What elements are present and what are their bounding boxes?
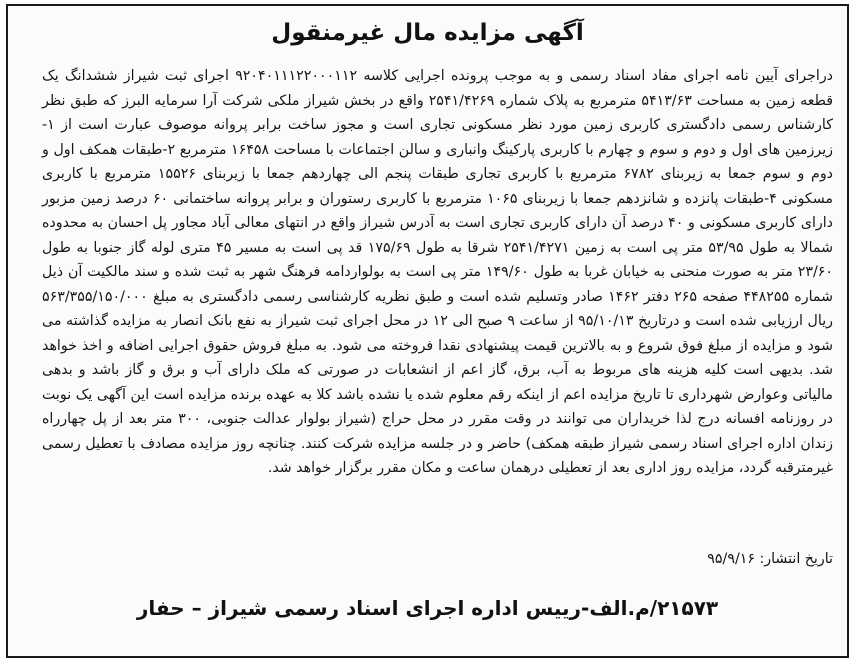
notice-title: آگهی مزایده مال غیرمنقول xyxy=(271,20,584,46)
publish-date: تاریخ انتشار: ۹۵/۹/۱۶ xyxy=(707,551,833,567)
notice-border xyxy=(6,4,849,658)
notice-body: دراجرای آیین نامه اجرای مفاد اسناد رسمی و به موجب پرونده اجرایی کلاسه ۹۲۰۴۰۱۱۱۲۲۰۰۰۱۱۲ اجرای ثبت شیراز ششدانگ یک قطعه زمین به مساحت ۵۴۱۳/۶۳ مترمربع به پلاک شماره ۲۵۴۱/۴۲۶۹ واقع در بخش شیراز ملکی شرکت آرا سرمایه البرز که طبق نظر کارشناس رسمی دادگستری کاربری زمین مورد نظر مسکونی تجاری است و مجوز ساخت برابر پروانه موصوف عبارت است از ۱-زیرزمین های اول و دوم و سوم و چهارم با کاربری پارکینگ وانباری و سالن اجتماعات با مساحت ۱۶۴۵۸ مترمربع ۲-طبقات همکف اول و دوم و سوم جمعا به زیربنای ۶۷۸۲ مترمربع با کاربری تجاری طبقات پنجم الی چهاردهم جمعا با زیربنای ۱۵۵۲۶ مترمربع با کاربری مسکونی ۴-طبقات پانزده و شانزدهم جمعا با زیربنای ۱۰۶۵ مترمربع با کاربری رستوران و برابر پروانه ساختمانی ۶۰ درصد زمین مزبور دارای کاربری مسکونی و ۴۰ درصد آن دارای کاربری تجاری است به آدرس شیراز واقع در انتهای معالی آباد مجاور پل احسان به محدوده شمالا به طول ۵۳/۹۵ متر پی است به زمین ۲۵۴۱/۴۲۷۱ شرقا به طول ۱۷۵/۶۹ قد پی است به مسیر ۴۵ متری لوله گاز جنوبا به طول ۲۳/۶۰ متر به صورت منحنی به خیابان غربا به طول ۱۴۹/۶۰ متر پی است به بولواردامه فرهنگ شهر به ثبت شده و سند مالکیت آن ذیل شماره ۴۴۸۲۵۵ صفحه ۲۶۵ دفتر ۱۴۶۲ صادر وتسلیم شده است و طبق نظریه کارشناسی رسمی دادگستری به مبلغ ۵۶۳/۳۵۵/۱۵۰/۰۰۰ ریال ارزیابی شده است و درتاریخ ۹۵/۱۰/۱۳ از ساعت ۹ صبح الی ۱۲ در محل اجرای ثبت شیراز به نفع بانک انصار به مزایده گذاشته می شود و مزایده از مبلغ فوق شروع و به بالاترین قیمت پیشنهادی نقدا فروخته می شود. به مبلغ فروش حقوق اجرایی اضافه و اخذ خواهد شد. بدیهی است کلیه هزینه های مربوط به آب، برق، گاز اعم از انشعابات در صورتی که ملک دارای آب و برق و گاز باشد و بدهی مالیاتی وعوارض شهرداری تا تاریخ مزایده اعم از اینکه رقم معلوم شده یا نشده باشد کلا به عهده برنده مزایده است این آگهی یک نوبت در روزنامه افسانه درج لذا خریداران می توانند در وقت مقرر در محل حراج (شیراز بولوار عدالت جنوبی، ۳۰۰ متر بعد از پل چهارراه زندان اداره اجرای اسناد رسمی شیراز طبقه همکف) حاضر و در جلسه مزایده شرکت کنند. چنانچه روز مزایده مصادف با تعطیل رسمی غیرمترقبه گردد، مزایده روز اداری بعد از تعطیلی درهمان ساعت و مکان مقرر برگزار خواهد شد. xyxy=(42,68,834,476)
notice-signature: ۲۱۵۷۳/م.الف-رییس اداره اجرای اسناد رسمی شیراز – حفار xyxy=(136,596,719,620)
